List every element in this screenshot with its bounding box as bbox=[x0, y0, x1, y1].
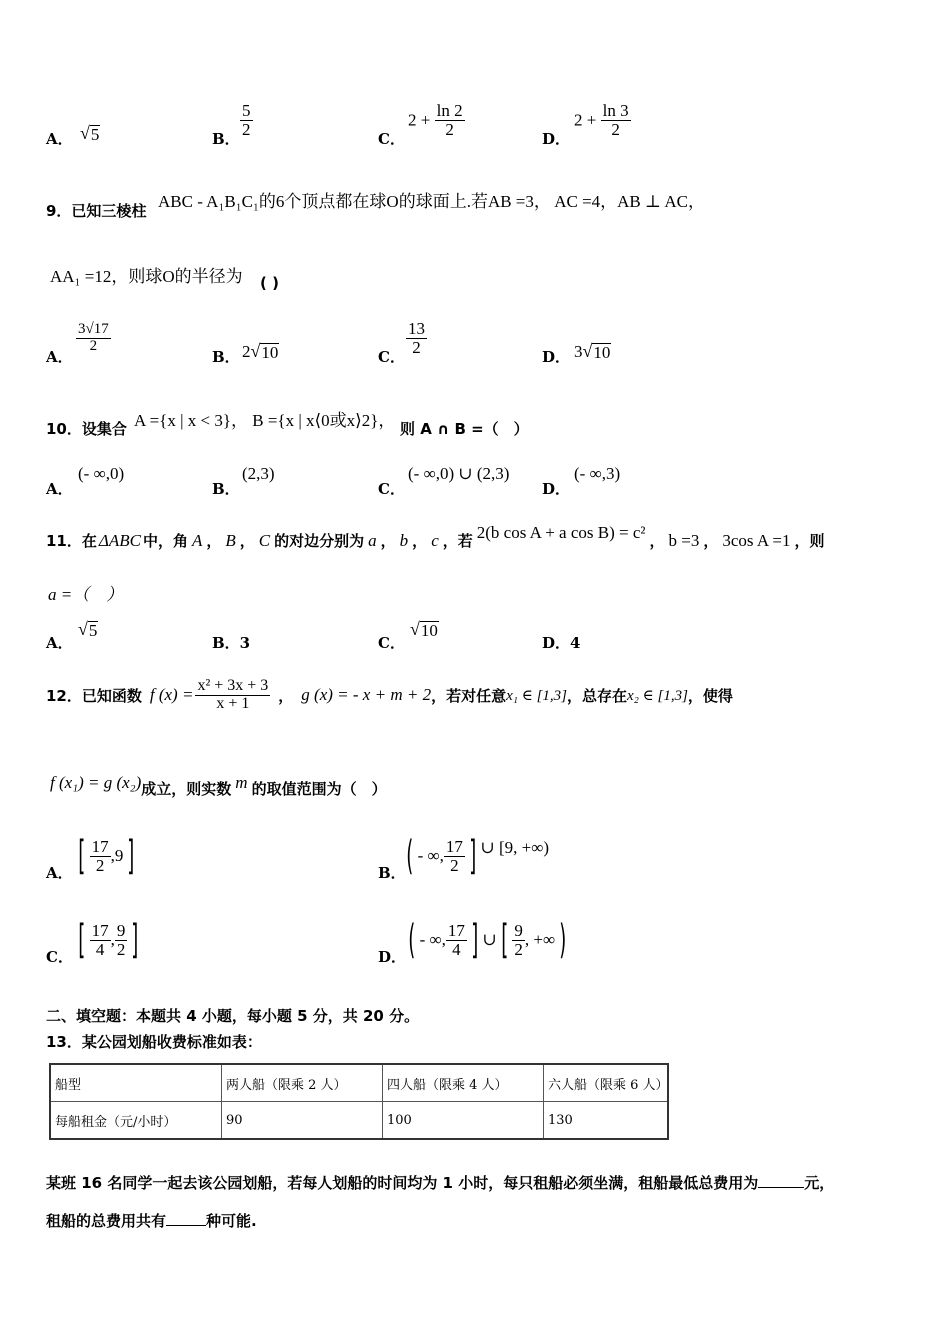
q13-intro: 13．某公园划船收费标准如表： bbox=[46, 1033, 262, 1051]
q12-option-b-label: B． bbox=[378, 864, 406, 882]
q12-option-c-label: C． bbox=[46, 948, 73, 966]
q11-option-c-label: C． bbox=[378, 634, 405, 652]
q9-answer-paren: ( ) bbox=[260, 274, 279, 292]
q8-option-a-math: √ 5 bbox=[80, 123, 100, 144]
q9-option-d-label: D． bbox=[542, 348, 571, 366]
q11-line2: a =（ ） bbox=[48, 585, 124, 604]
q10-number: 10．设集合 bbox=[46, 420, 127, 438]
q11-option-b: B．3 bbox=[212, 634, 251, 652]
table-cell: 每船租金（元/小时） bbox=[50, 1102, 222, 1140]
q10-option-a-label: A． bbox=[46, 480, 73, 498]
q12-option-b-math: ( - ∞, $\frac{17}{2}$ ] ∪ [9, +∞) bbox=[406, 833, 550, 879]
q12-line1: 12．已知函数 f (x) = $\frac{\text{x² + 3x + 3}}{x + 1}$ ， g (x) = - x + m + 2 ，若对任意 x₁ ∈ [1,3] ，总存在 x₂ ∈ [1,3] ，使得 bbox=[46, 677, 733, 712]
q11-line1: 11．在 ΔABC 中，角 A ， B ， C 的对边分别为 a ， b ， c ，若 2(b cos A + a cos B) = c² ， b =3 ， 3cos A =1 ，则 bbox=[46, 523, 825, 550]
q9-option-d-math: 3 √ 10 bbox=[574, 341, 611, 362]
q12-option-d-math: ( - ∞, $\frac{17}{4}$ ] ∪ [ $\frac{9}{2}$ , +∞ ) bbox=[408, 917, 567, 963]
q9-math-line1: ABC - A₁B₁C₁的6个顶点都在球O的球面上.若AB =3， AC =4，AB ⊥ AC， bbox=[158, 192, 705, 211]
q11-option-c-math: √ 10 bbox=[410, 619, 438, 640]
table-header-cell: 船型 bbox=[50, 1064, 222, 1102]
table-cell: 90 bbox=[222, 1102, 383, 1140]
table-row bbox=[50, 1102, 668, 1140]
section2-title: 二、填空题：本题共 4 小题，每小题 5 分，共 20 分。 bbox=[46, 1007, 420, 1025]
q9-option-a-fraction: $\frac{3√17}{2}$ bbox=[78, 321, 109, 354]
q8-option-d-label: D． bbox=[542, 130, 571, 148]
q8-option-a-label: A． bbox=[46, 130, 73, 148]
fee-table bbox=[49, 1063, 669, 1140]
table-header-cell: 六人船（限乘 6 人） bbox=[544, 1064, 669, 1102]
q10-tail: 则 A ∩ B =（ ） bbox=[400, 420, 529, 438]
q10-option-b-label: B． bbox=[212, 480, 240, 498]
q10-option-a-math: (- ∞,0) bbox=[78, 464, 125, 483]
q9-math-line2: AA₁ =12，则球O的半径为 bbox=[50, 267, 243, 286]
table-header-cell: 两人船（限乘 2 人） bbox=[222, 1064, 383, 1102]
q10-option-c-label: C． bbox=[378, 480, 405, 498]
q13-blank-1[interactable] bbox=[758, 1173, 804, 1188]
q13-blank-2[interactable] bbox=[166, 1211, 206, 1226]
q10-option-c-math: (- ∞,0) ∪ (2,3) bbox=[408, 464, 510, 483]
q8-option-b-fraction: $\frac{5}{2}$ bbox=[242, 101, 251, 139]
q11-option-a-label: A． bbox=[46, 634, 73, 652]
table-cell: 100 bbox=[383, 1102, 544, 1140]
q9-number: 9．已知三棱柱 bbox=[46, 202, 147, 220]
q12-option-a-math: [ $\frac{17}{2}$ ,9 ] bbox=[78, 833, 135, 879]
q8-option-b-label: B． bbox=[212, 130, 240, 148]
q9-option-b-label: B． bbox=[212, 348, 240, 366]
q8-option-d-math: 2 + $\frac{\ln 3}{2}$ bbox=[574, 101, 629, 139]
q10-math: A ={x | x < 3}， B ={x | x⟨0或x⟩2}， bbox=[134, 411, 396, 430]
q11-option-a-math: √ 5 bbox=[78, 619, 98, 640]
q9-option-a-label: A． bbox=[46, 348, 73, 366]
q10-option-d-label: D． bbox=[542, 480, 571, 498]
q12-option-d-label: D． bbox=[378, 948, 407, 966]
q10-option-b-math: (2,3) bbox=[242, 464, 275, 483]
table-header-cell: 四人船（限乘 4 人） bbox=[383, 1064, 544, 1102]
q12-line2: f (x₁) = g (x₂) 成立，则实数 m 的取值范围为（ ） bbox=[50, 773, 387, 798]
q9-option-c-fraction: $\frac{13}{2}$ bbox=[408, 319, 425, 357]
q11-option-d: D．4 bbox=[542, 634, 581, 652]
q8-option-c-label: C． bbox=[378, 130, 405, 148]
q12-option-a-label: A． bbox=[46, 864, 73, 882]
q13-text-line1: 某班 16 名同学一起去该公园划船，若每人划船的时间均为 1 小时，每只租船必须坐满，租船最低总费用为 元， bbox=[46, 1174, 835, 1192]
q10-option-d-math: (- ∞,3) bbox=[574, 464, 621, 483]
table-row bbox=[50, 1064, 668, 1102]
table-cell: 130 bbox=[544, 1102, 669, 1140]
q12-option-c-math: [ $\frac{17}{4}$ , $\frac{9}{2}$ ] bbox=[78, 917, 139, 963]
q13-text-line2: 租船的总费用共有 种可能. bbox=[46, 1212, 257, 1230]
q8-option-c-math: 2 + $\frac{\ln 2}{2}$ bbox=[408, 101, 463, 139]
q9-option-b-math: 2 √ 10 bbox=[242, 341, 279, 362]
q9-option-c-label: C． bbox=[378, 348, 405, 366]
